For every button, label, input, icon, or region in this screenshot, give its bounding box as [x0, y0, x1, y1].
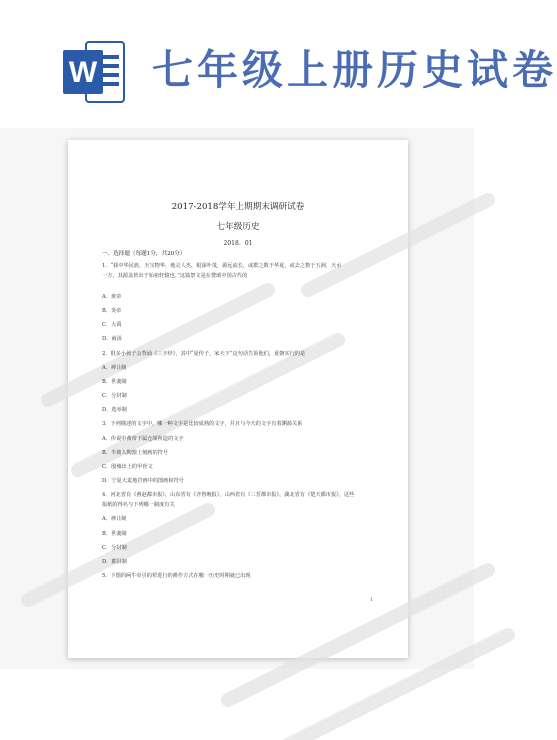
svg-text:W: W: [68, 56, 98, 89]
document-date: 2018．01: [223, 240, 253, 247]
question-text: 5．下图的两牛牵引的犁进行的耕作方式在哪一历史时期就已出现: [102, 573, 251, 580]
answer-option: D．选举制: [102, 407, 127, 414]
answer-option: A．禅让制: [102, 516, 127, 523]
question-text: 一方，其源盖皆出于始祖轩辕也。”这篇祭文是在赞颂中国古代的: [102, 272, 248, 279]
document-page: [68, 140, 408, 658]
answer-option: D．宁夏大麦地岩画中的图画和符号: [102, 478, 184, 485]
document-subtitle: 七年级历史: [216, 222, 260, 232]
question-1: [102, 262, 387, 345]
question-5: [102, 572, 387, 582]
section-heading: 一、选择题（每题1分，共20分）: [102, 251, 186, 257]
banner-title: 七年级上册历史试卷: [152, 46, 557, 94]
question-text: 4．河北省有《燕赵都市报》，山东省有《齐鲁晚报》，山西省有《三晋都市报》，湖北省有《楚天都市报》，这些: [102, 492, 355, 499]
answer-option: B．世袭制: [102, 530, 127, 537]
answer-option: C．大禹: [102, 322, 122, 329]
answer-option: D．郡县制: [102, 558, 127, 565]
question-text: 1．“我中华民族，天宝物华，地灵人杰，根深叶茂，源远流长，或群之数于华夏，或去之数于五洲，天水: [102, 263, 342, 269]
header-banner: [0, 0, 557, 128]
question-2: [102, 350, 387, 417]
answer-option: A．黄帝: [102, 293, 122, 300]
answer-option: B．半坡人陶器上刻画的符号: [102, 449, 169, 456]
answer-option: A．传说中黄帝下属仓颉所造的文字: [102, 435, 184, 442]
question-text: 2．很多小孩子会背诵《三字经》，其中“夏传子，家天下”这句话告诉他们，夏朝实行的是: [102, 350, 306, 357]
answer-option: C．分封制: [102, 393, 127, 400]
question-4: [102, 491, 387, 567]
question-text: 报纸的得名与下列哪一制度有关: [102, 502, 175, 509]
question-text: 3．下列描述的文字中，哪一种文字是比较成熟的文字，并且与今天的文字有着渊源关系: [102, 421, 303, 428]
answer-option: C．殷墟出土的甲骨文: [102, 464, 153, 471]
word-doc-icon: [62, 40, 126, 104]
answer-option: B．炎帝: [102, 307, 122, 314]
answer-option: C．分封制: [102, 544, 127, 551]
question-list: [102, 262, 387, 582]
page-number: 1: [370, 598, 373, 603]
question-3: [102, 420, 387, 487]
answer-option: B．世袭制: [102, 378, 127, 385]
answer-option: D．商汤: [102, 336, 122, 343]
document-title: 2017-2018学年上期期末调研试卷: [171, 202, 305, 212]
answer-option: A．禅让制: [102, 364, 127, 371]
